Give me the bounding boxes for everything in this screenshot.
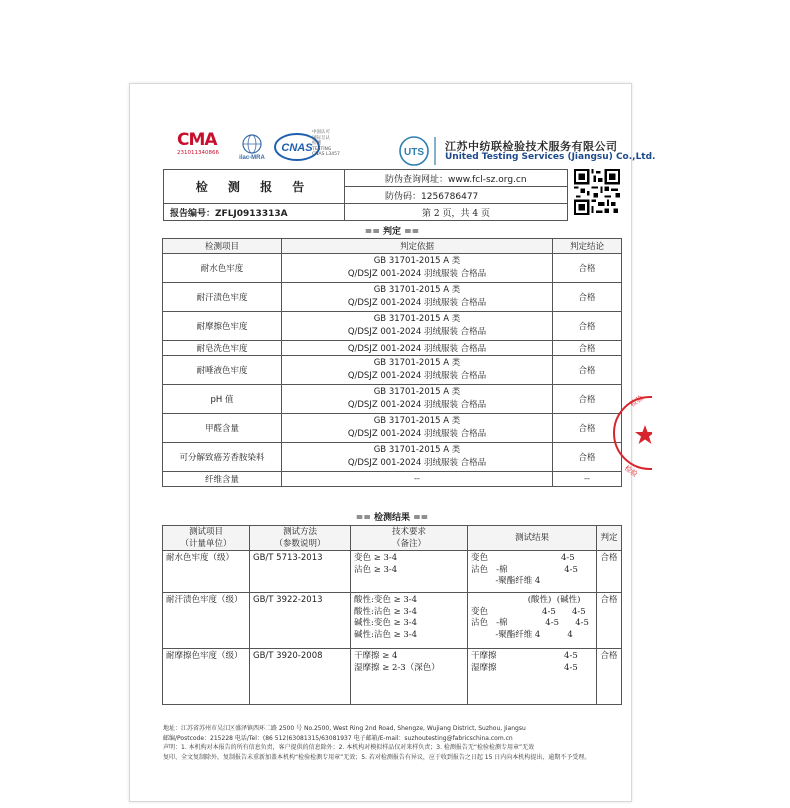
table-row (163, 254, 622, 283)
report-header-table (163, 169, 568, 221)
result-judge: 合格 (597, 593, 622, 649)
results-section-title: == 检测结果 == (355, 513, 429, 523)
results-header-judge: 判定 (597, 526, 622, 551)
result-method: GB/T 3922-2013 (250, 593, 351, 649)
judgement-section-title: == 判定 == (364, 227, 420, 237)
result-item: 耐水色牢度（级） (163, 551, 250, 593)
result-requirement: 酸性:变色 ≥ 3-4 酸性:沾色 ≥ 3-4 碱性:变色 ≥ 3-4 碱性:沾色 ≥ 3-4 (351, 593, 468, 649)
judgement-header-item: 检测项目 (163, 239, 282, 254)
results-table (162, 525, 622, 705)
cma-number: 231011340866 (177, 150, 219, 156)
result-judge: 合格 (597, 649, 622, 705)
table-row (163, 551, 622, 593)
report-title: 检 测 报 告 (164, 170, 345, 204)
judgement-basis: GB 31701-2015 A 类 Q/DSJZ 001-2024 羽绒服装 合格品 (282, 254, 553, 283)
page-info: 第 2 页，共 4 页 (345, 204, 568, 221)
judgement-result: 合格 (553, 356, 622, 385)
result-value: 干摩擦 4-5 湿摩擦 4-5 (468, 649, 597, 705)
result-item: 耐摩擦色牢度（级） (163, 649, 250, 705)
judgement-table (162, 238, 622, 487)
judgement-basis: GB 31701-2015 A 类 Q/DSJZ 001-2024 羽绒服装 合格品 (282, 414, 553, 443)
footer-statement-1: 声明：1. 本机构对本报告的所有信息负责，客户提供的信息除外；2. 本机构对模拟样品仅对来样负责；3. 检测报告无“检验检测专用章”无效 (163, 744, 535, 751)
anti-fake-url-label: 防伪查询网址： (385, 174, 449, 185)
judgement-item: 可分解致癌芳香胺染料 (163, 443, 282, 472)
result-judge: 合格 (597, 551, 622, 593)
ilac-text: ilac-MRA (239, 155, 265, 160)
table-row (163, 356, 622, 385)
judgement-basis: GB 31701-2015 A 类 Q/DSJZ 001-2024 羽绒服装 合格品 (282, 283, 553, 312)
uts-logo (398, 134, 440, 168)
anti-fake-url-cell (345, 170, 568, 187)
cnas-text: CNAS (281, 142, 313, 154)
report-number-label: 报告编号： (170, 208, 216, 219)
result-requirement: 变色 ≥ 3-4 沾色 ≥ 3-4 (351, 551, 468, 593)
ilac-mra-logo (232, 134, 272, 160)
anti-fake-code: 1256786477 (421, 191, 479, 202)
table-row (163, 414, 622, 443)
table-row (163, 283, 622, 312)
table-row (163, 385, 622, 414)
uts-text: UTS (404, 147, 424, 158)
table-row (163, 472, 622, 487)
result-item: 耐汗渍色牢度（级） (163, 593, 250, 649)
results-header-result: 测试结果 (468, 526, 597, 551)
judgement-header-result: 判定结论 (553, 239, 622, 254)
anti-fake-url[interactable]: www.fcl-sz.org.cn (448, 174, 527, 185)
results-header-item: 测试项目 （计量单位） (163, 526, 250, 551)
judgement-item: 耐汗渍色牢度 (163, 283, 282, 312)
result-requirement: 干摩擦 ≥ 4 湿摩擦 ≥ 2-3（深色） (351, 649, 468, 705)
report-footer (163, 724, 623, 762)
anti-fake-code-label: 防伪码： (385, 191, 422, 202)
table-row (163, 443, 622, 472)
judgement-item: 耐水色牢度 (163, 254, 282, 283)
table-row (163, 312, 622, 341)
result-method: GB/T 5713-2013 (250, 551, 351, 593)
judgement-basis: GB 31701-2015 A 类 Q/DSJZ 001-2024 羽绒服装 合格品 (282, 356, 553, 385)
footer-statement-2: 复印、全文复制除外，复制报告未重新加盖本机构“检验检测专用章”无效；5. 若对检测报告有异议，应于收到报告之日起 15 日内向本机构提出，逾期不予受理。 (163, 753, 591, 761)
judgement-item: 耐摩擦色牢度 (163, 312, 282, 341)
report-number-cell (164, 204, 345, 221)
judgement-basis: GB 31701-2015 A 类 Q/DSJZ 001-2024 羽绒服装 合格品 (282, 312, 553, 341)
judgement-header-basis: 判定依据 (282, 239, 553, 254)
svg-text:检验: 检验 (628, 394, 645, 409)
judgement-result: 合格 (553, 443, 622, 472)
results-header-method: 测试方法 （参数说明） (250, 526, 351, 551)
cma-logo (177, 130, 227, 156)
svg-text:检验: 检验 (622, 464, 639, 479)
inspection-seal-stamp (612, 383, 652, 483)
anti-fake-code-cell (345, 187, 568, 204)
result-value: (酸性) (碱性) 变色 4-5 4-5 沾色 -棉 4-5 4-5 -聚酯纤维 4 4 (468, 593, 597, 649)
table-row (163, 593, 622, 649)
company-name-en: United Testing Services (Jiangsu) Co.,Ltd. (445, 152, 656, 162)
judgement-item: 纤维含量 (163, 472, 282, 487)
report-number: ZFLJ0913313A (215, 208, 288, 219)
table-row (163, 341, 622, 356)
judgement-result: 合格 (553, 254, 622, 283)
result-value: 变色 4-5 沾色 -棉 4-5 -聚酯纤维 4 (468, 551, 597, 593)
judgement-result: 合格 (553, 341, 622, 356)
judgement-item: pH 值 (163, 385, 282, 414)
judgement-result: 合格 (553, 385, 622, 414)
judgement-basis: Q/DSJZ 001-2024 羽绒服装 合格品 (282, 341, 553, 356)
cnas-caption: 中国认可 国际互认 检测 TESTING CNAS L3457 (312, 130, 340, 157)
judgement-result: -- (553, 472, 622, 487)
result-method: GB/T 3920-2008 (250, 649, 351, 705)
judgement-result: 合格 (553, 312, 622, 341)
results-header-requirement: 技术要求 （备注） (351, 526, 468, 551)
judgement-item: 耐唾液色牢度 (163, 356, 282, 385)
judgement-basis: GB 31701-2015 A 类 Q/DSJZ 001-2024 羽绒服装 合格品 (282, 443, 553, 472)
judgement-item: 甲醛含量 (163, 414, 282, 443)
judgement-result: 合格 (553, 414, 622, 443)
footer-contact: 邮编/Postcode：215228 电话/Tel：(86 512)63081315/63081937 电子邮箱/E-mail：suzhoutesting@fabricschina.com.cn (163, 734, 513, 742)
qr-code (574, 169, 620, 215)
judgement-basis: -- (282, 472, 553, 487)
footer-address: 地址：江苏省苏州市吴江区盛泽镇西环二路 2500 号 No.2500, West Ring 2nd Road, Shengze, Wujiang District, Suzhou, Jiangsu (163, 725, 526, 732)
company-name-cn: 江苏中纺联检验技术服务有限公司 (445, 140, 618, 153)
judgement-basis: GB 31701-2015 A 类 Q/DSJZ 001-2024 羽绒服装 合格品 (282, 385, 553, 414)
cma-mark: CMA (177, 130, 217, 150)
table-row (163, 649, 622, 705)
judgement-item: 耐皂洗色牢度 (163, 341, 282, 356)
judgement-result: 合格 (553, 283, 622, 312)
